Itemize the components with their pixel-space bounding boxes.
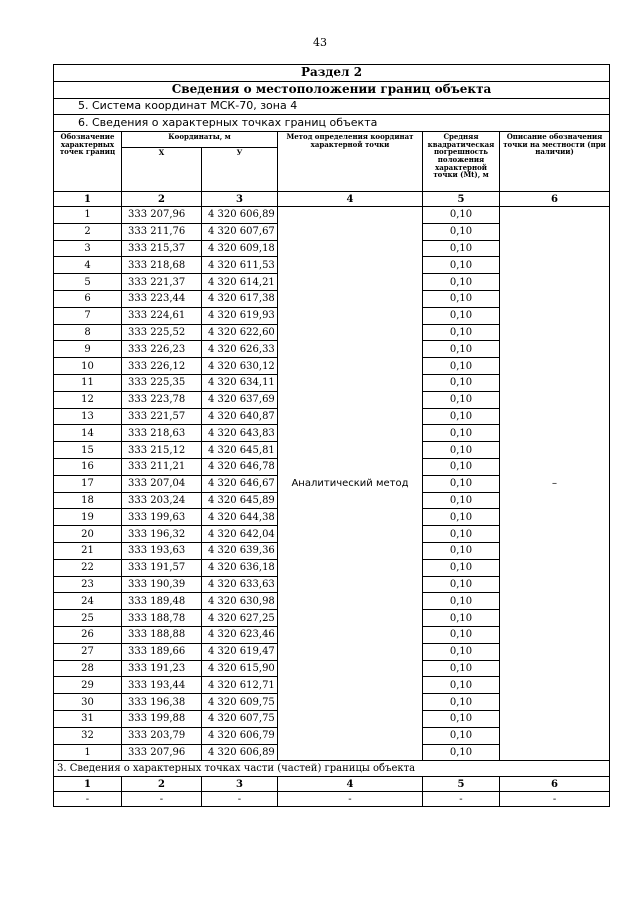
coord-x: 333 188,78 [122, 610, 202, 627]
error-value: 0,10 [423, 341, 500, 358]
coord-x: 333 211,76 [122, 223, 202, 240]
header-coordinates: Координаты, м [122, 132, 278, 148]
point-number: 5 [54, 274, 122, 291]
coord-x: 333 218,63 [122, 425, 202, 442]
error-value: 0,10 [423, 207, 500, 224]
error-value: 0,10 [423, 559, 500, 576]
point-number: 10 [54, 358, 122, 375]
col-number: 1 [54, 192, 122, 207]
point-number: 17 [54, 475, 122, 492]
error-value: 0,10 [423, 358, 500, 375]
coord-y: 4 320 646,67 [202, 475, 278, 492]
coord-y: 4 320 606,89 [202, 207, 278, 224]
coord-y: 4 320 633,63 [202, 576, 278, 593]
error-value: 0,10 [423, 458, 500, 475]
col-number: 5 [423, 192, 500, 207]
col-number: 6 [500, 777, 610, 792]
part3-cell: - [423, 792, 500, 807]
coord-x: 333 215,12 [122, 442, 202, 459]
coord-y: 4 320 609,18 [202, 240, 278, 257]
point-number: 14 [54, 425, 122, 442]
coord-y: 4 320 607,75 [202, 710, 278, 727]
point-number: 4 [54, 257, 122, 274]
coord-x: 333 215,37 [122, 240, 202, 257]
coord-x: 333 226,23 [122, 341, 202, 358]
part3-cell: - [202, 792, 278, 807]
point-number: 7 [54, 307, 122, 324]
error-value: 0,10 [423, 223, 500, 240]
col-number: 3 [202, 192, 278, 207]
point-number: 21 [54, 542, 122, 559]
error-value: 0,10 [423, 660, 500, 677]
error-value: 0,10 [423, 626, 500, 643]
header-error: Средняя квадратическая погрешность положения характерной точки (Mt), м [423, 132, 500, 192]
col-number: 3 [202, 777, 278, 792]
point-number: 1 [54, 207, 122, 224]
error-value: 0,10 [423, 257, 500, 274]
coord-x: 333 199,63 [122, 509, 202, 526]
point-number: 11 [54, 374, 122, 391]
coord-y: 4 320 626,33 [202, 341, 278, 358]
coord-y: 4 320 646,78 [202, 458, 278, 475]
coord-y: 4 320 623,46 [202, 626, 278, 643]
error-value: 0,10 [423, 274, 500, 291]
error-value: 0,10 [423, 643, 500, 660]
coord-y: 4 320 607,67 [202, 223, 278, 240]
coord-x: 333 211,21 [122, 458, 202, 475]
point-number: 30 [54, 694, 122, 711]
table-row [54, 207, 610, 224]
col-number: 2 [122, 192, 202, 207]
error-value: 0,10 [423, 475, 500, 492]
error-value: 0,10 [423, 442, 500, 459]
error-value: 0,10 [423, 509, 500, 526]
coord-y: 4 320 640,87 [202, 408, 278, 425]
coord-y: 4 320 637,69 [202, 391, 278, 408]
coord-x: 333 225,52 [122, 324, 202, 341]
coord-y: 4 320 630,12 [202, 358, 278, 375]
error-value: 0,10 [423, 610, 500, 627]
error-value: 0,10 [423, 391, 500, 408]
section-title: Раздел 2 [54, 65, 610, 82]
error-value: 0,10 [423, 324, 500, 341]
coord-x: 333 221,57 [122, 408, 202, 425]
coord-x: 333 188,88 [122, 626, 202, 643]
error-value: 0,10 [423, 374, 500, 391]
col-number: 6 [500, 192, 610, 207]
point-number: 24 [54, 593, 122, 610]
coord-x: 333 189,66 [122, 643, 202, 660]
error-value: 0,10 [423, 526, 500, 543]
point-number: 18 [54, 492, 122, 509]
point-number: 16 [54, 458, 122, 475]
error-value: 0,10 [423, 408, 500, 425]
coord-y: 4 320 615,90 [202, 660, 278, 677]
coord-x: 333 196,32 [122, 526, 202, 543]
point-number: 26 [54, 626, 122, 643]
coord-x: 333 196,38 [122, 694, 202, 711]
point-number: 20 [54, 526, 122, 543]
coord-y: 4 320 627,25 [202, 610, 278, 627]
header-method: Метод определения координат характерной точки [278, 132, 423, 192]
coord-y: 4 320 617,38 [202, 290, 278, 307]
coord-x: 333 203,24 [122, 492, 202, 509]
coord-x: 333 224,61 [122, 307, 202, 324]
coord-x: 333 191,57 [122, 559, 202, 576]
part3-cell: - [54, 792, 122, 807]
coord-y: 4 320 645,81 [202, 442, 278, 459]
coord-x: 333 207,96 [122, 744, 202, 761]
coord-x: 333 223,44 [122, 290, 202, 307]
point-number: 22 [54, 559, 122, 576]
point-number: 9 [54, 341, 122, 358]
coord-y: 4 320 643,83 [202, 425, 278, 442]
header-point-designation: Обозначение характерных точек границ [54, 132, 122, 192]
col-number: 2 [122, 777, 202, 792]
description-cell: – [500, 207, 610, 761]
point-number: 31 [54, 710, 122, 727]
point-number: 3 [54, 240, 122, 257]
error-value: 0,10 [423, 694, 500, 711]
coord-x: 333 207,96 [122, 207, 202, 224]
point-number: 6 [54, 290, 122, 307]
coord-x: 333 199,88 [122, 710, 202, 727]
point-number: 28 [54, 660, 122, 677]
method-cell: Аналитический метод [278, 207, 423, 761]
part3-cell: - [122, 792, 202, 807]
col-number: 4 [278, 192, 423, 207]
col-number: 5 [423, 777, 500, 792]
coord-x: 333 207,04 [122, 475, 202, 492]
point-number: 32 [54, 727, 122, 744]
coord-x: 333 191,23 [122, 660, 202, 677]
error-value: 0,10 [423, 727, 500, 744]
coord-y: 4 320 606,89 [202, 744, 278, 761]
error-value: 0,10 [423, 425, 500, 442]
coord-x: 333 223,78 [122, 391, 202, 408]
coord-y: 4 320 634,11 [202, 374, 278, 391]
error-value: 0,10 [423, 710, 500, 727]
point-number: 25 [54, 610, 122, 627]
coord-x: 333 221,37 [122, 274, 202, 291]
col-number: 4 [278, 777, 423, 792]
coord-x: 333 203,79 [122, 727, 202, 744]
coord-y: 4 320 619,47 [202, 643, 278, 660]
point-number: 12 [54, 391, 122, 408]
part3-cell: - [500, 792, 610, 807]
coord-x: 333 218,68 [122, 257, 202, 274]
coord-y: 4 320 619,93 [202, 307, 278, 324]
coord-y: 4 320 606,79 [202, 727, 278, 744]
point-number: 19 [54, 509, 122, 526]
coord-x: 333 193,44 [122, 677, 202, 694]
point-number: 23 [54, 576, 122, 593]
point-number: 1 [54, 744, 122, 761]
points-section-line: 6. Сведения о характерных точках границ объекта [54, 115, 610, 132]
header-x: X [122, 148, 202, 192]
coord-y: 4 320 636,18 [202, 559, 278, 576]
point-number: 29 [54, 677, 122, 694]
coord-x: 333 190,39 [122, 576, 202, 593]
coord-x: 333 226,12 [122, 358, 202, 375]
header-description: Описание обозначения точки на местности (при наличии) [500, 132, 610, 192]
point-number: 27 [54, 643, 122, 660]
part3-cell: - [278, 792, 423, 807]
coord-x: 333 225,35 [122, 374, 202, 391]
coord-x: 333 189,48 [122, 593, 202, 610]
section-subtitle: Сведения о местоположении границ объекта [54, 82, 610, 99]
coord-y: 4 320 639,36 [202, 542, 278, 559]
point-number: 15 [54, 442, 122, 459]
error-value: 0,10 [423, 240, 500, 257]
error-value: 0,10 [423, 576, 500, 593]
page-number: 43 [313, 36, 327, 49]
coord-x: 333 193,63 [122, 542, 202, 559]
boundary-points-table [53, 64, 610, 807]
header-y: У [202, 148, 278, 192]
coord-system-line: 5. Система координат МСК-70, зона 4 [54, 99, 610, 115]
error-value: 0,10 [423, 492, 500, 509]
coord-y: 4 320 611,53 [202, 257, 278, 274]
coord-y: 4 320 642,04 [202, 526, 278, 543]
point-number: 2 [54, 223, 122, 240]
coord-y: 4 320 612,71 [202, 677, 278, 694]
coord-y: 4 320 614,21 [202, 274, 278, 291]
point-number: 8 [54, 324, 122, 341]
coord-y: 4 320 609,75 [202, 694, 278, 711]
error-value: 0,10 [423, 677, 500, 694]
error-value: 0,10 [423, 307, 500, 324]
coord-y: 4 320 644,38 [202, 509, 278, 526]
coord-y: 4 320 645,89 [202, 492, 278, 509]
point-number: 13 [54, 408, 122, 425]
part3-line: 3. Сведения о характерных точках части (частей) границы объекта [54, 761, 610, 777]
error-value: 0,10 [423, 290, 500, 307]
coord-y: 4 320 630,98 [202, 593, 278, 610]
error-value: 0,10 [423, 593, 500, 610]
error-value: 0,10 [423, 542, 500, 559]
coord-y: 4 320 622,60 [202, 324, 278, 341]
error-value: 0,10 [423, 744, 500, 761]
col-number: 1 [54, 777, 122, 792]
